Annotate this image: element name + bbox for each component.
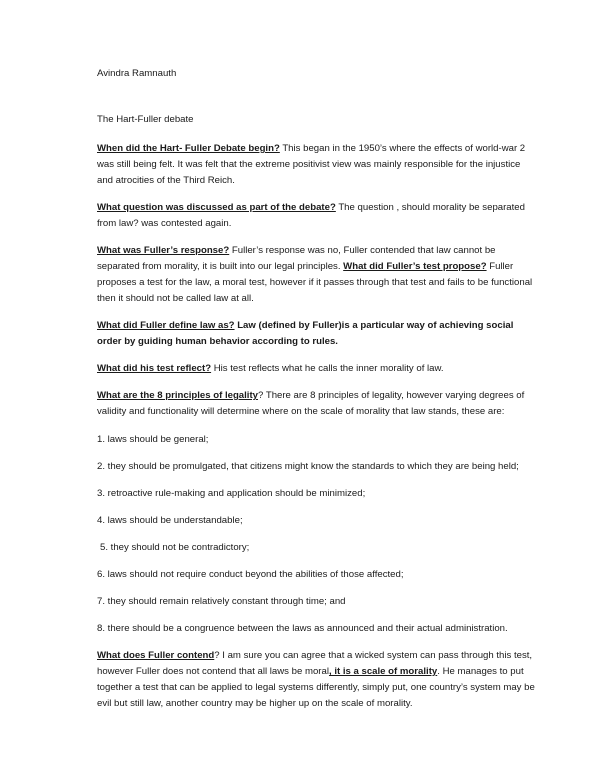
list-item: 6. laws should not require conduct beyond the abilities of those affected;	[97, 569, 404, 580]
list-item: 3. retroactive rule-making and application should be minimized;	[97, 488, 366, 499]
author-name: Avindra Ramnauth	[97, 68, 177, 79]
list-item: 2. they should be promulgated, that citizens might know the standards to which they are being held;	[97, 461, 519, 472]
question: When did the Hart- Fuller Debate begin?	[97, 143, 280, 154]
answer: Fuller’s response was no, Fuller contended that law cannot be separated from morality, it is built into our legal principles.	[97, 245, 496, 272]
answer: His test reflects what he calls the inner morality of law.	[211, 363, 444, 374]
law-definition: Law (defined by Fuller)is a particular way of achieving social order by guiding human behavior according to rules.	[97, 320, 514, 347]
qa-paragraph	[97, 361, 537, 377]
question: What question was discussed as part of the debate?	[97, 202, 336, 213]
answer: Fuller proposes a test for the law, a moral test, however if it passes through that test and fails to be functional then it should not be called law at all.	[97, 261, 533, 304]
document-title: The Hart-Fuller debate	[97, 114, 194, 125]
qa-paragraph	[97, 243, 537, 307]
question: What did Fuller define law as?	[97, 320, 235, 331]
list-item: 4. laws should be understandable;	[97, 515, 243, 526]
qa-paragraph	[97, 648, 537, 712]
qa-paragraph	[97, 141, 537, 189]
question: What are the 8 principles of legality	[97, 390, 258, 401]
answer: ? I am sure you can agree that a wicked system can pass through this test, however Fuller does not contend that all laws be moral	[97, 650, 533, 677]
list-item: 7. they should remain relatively constant through time; and	[97, 596, 346, 607]
emphasis: , it is a scale of morality	[328, 666, 438, 677]
question: What was Fuller’s response?	[97, 245, 230, 256]
answer: ? There are 8 principles of legality, however varying degrees of validity and functionality will determine where on the scale of morality that law stands, these are:	[97, 390, 525, 417]
qa-paragraph	[97, 318, 537, 350]
document-page	[97, 66, 537, 723]
answer: This began in the 1950’s where the effects of world-war 2 was still being felt. It was felt that the extreme positivist view was mainly responsible for the injustice and atrocities of the Third Reich.	[97, 143, 526, 186]
list-item: 8. there should be a congruence between the laws as announced and their actual administration.	[97, 623, 508, 634]
answer: The question , should morality be separated from law? was contested again.	[97, 202, 525, 229]
principles-list	[97, 432, 537, 637]
qa-paragraph	[97, 388, 537, 420]
question: What did Fuller’s test propose?	[343, 261, 487, 272]
answer: . He manages to put together a test that can be applied to legal systems differently, simply put, one country’s system may be evil but still law, another country may be higher up on the scale of morality.	[97, 666, 535, 709]
qa-paragraph	[97, 200, 537, 232]
question: What does Fuller contend	[97, 650, 215, 661]
list-item: 5. they should not be contradictory;	[100, 542, 250, 553]
question: What did his test reflect?	[97, 363, 212, 374]
list-item: 1. laws should be general;	[97, 434, 209, 445]
